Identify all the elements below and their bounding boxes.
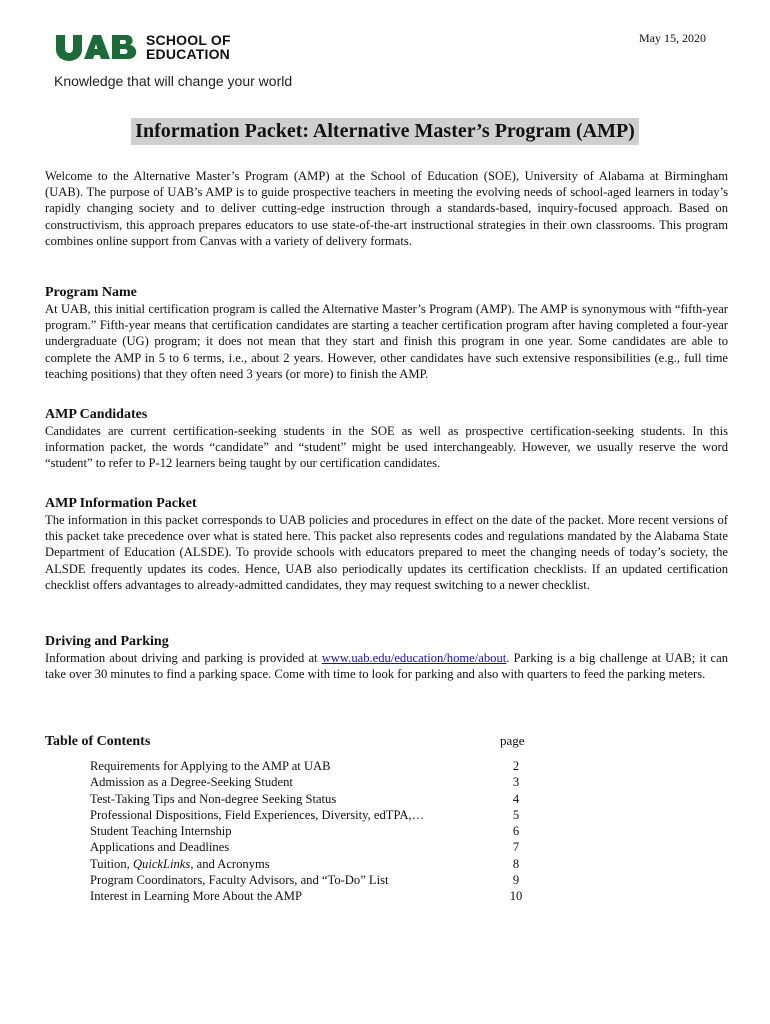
toc-item [90, 888, 523, 904]
document-title: Information Packet: Alternative Master’s Program (AMP) [131, 118, 639, 145]
toc-item-label: Applications and Deadlines [90, 840, 230, 855]
toc-item [90, 823, 520, 839]
document-date: May 15, 2020 [639, 31, 706, 45]
uab-about-link[interactable]: www.uab.edu/education/home/about [321, 651, 507, 665]
toc-item [90, 758, 520, 774]
toc-item-page: 8 [512, 856, 520, 871]
logo-line-1: SCHOOL OF [146, 32, 231, 48]
logo-tagline: Knowledge that will change your world [54, 73, 293, 89]
toc-item-page: 3 [512, 775, 520, 790]
toc-item-label: Student Teaching Internship [90, 824, 232, 839]
toc-heading: Table of Contents [45, 734, 151, 749]
section-heading: Driving and Parking [45, 634, 169, 649]
toc-item-label: Admission as a Degree-Seeking Student [90, 775, 293, 790]
uab-soe-logo [54, 33, 292, 89]
toc-item-label: Professional Dispositions, Field Experiences, Diversity, edTPA,… [90, 807, 425, 822]
toc-item [90, 856, 520, 872]
toc-item-label: Interest in Learning More About the AMP [90, 889, 302, 904]
parking-text-before: Information about driving and parking is provided at [45, 651, 322, 665]
table-of-contents [90, 758, 523, 905]
section-program-name [45, 284, 728, 382]
section-body: At UAB, this initial certification program is called the Alternative Master’s Program (AMP). The AMP is synonymous with “fifth-year program.” Fifth-year means that certification candidates are starting a teacher certification program after having completed a four-year undergraduate (UG) program; it does not mean that they start and finish this program in one year. Some candidates are able to complete the AMP in 5 to 6 terms, i.e., about 2 years. However, other candidates have such extensive responsibilities (e.g., full time teaching positions) that they often need 3 years (or more) to finish the AMP. [45, 302, 728, 381]
section-amp-candidates [45, 406, 728, 472]
toc-item-page: 7 [512, 840, 520, 855]
toc-header [45, 732, 728, 750]
toc-item-page: 5 [512, 807, 520, 822]
section-body [45, 650, 728, 682]
toc-item-page: 2 [512, 759, 520, 773]
toc-item-label: Program Coordinators, Faculty Advisors, and “To-Do” List [90, 873, 389, 888]
section-driving-and-parking [45, 633, 728, 682]
section-heading: AMP Information Packet [45, 496, 197, 511]
toc-item [90, 807, 520, 823]
toc-item-page: 4 [512, 791, 520, 806]
section-heading: Program Name [45, 285, 137, 300]
toc-item-page: 9 [512, 873, 520, 888]
toc-item-label-rest: , and Acronyms [190, 856, 270, 871]
logo-school-name [146, 33, 231, 61]
section-heading: AMP Candidates [45, 407, 148, 422]
toc-item [90, 872, 520, 888]
toc-item-label: Requirements for Applying to the AMP at UAB [90, 759, 331, 773]
logo-line-2: EDUCATION [146, 46, 230, 62]
toc-item [90, 774, 520, 790]
toc-item [90, 839, 520, 855]
toc-item [90, 791, 520, 807]
toc-item-label: Test-Taking Tips and Non-degree Seeking Status [90, 791, 337, 806]
section-body: The information in this packet corresponds to UAB policies and procedures in effect on the date of the packet. More recent versions of this packet take precedence over what is stated here. This packet also represents codes and regulations mandated by the Alabama State Department of Education (ALSDE). To provide schools with educators prepared to meet the changing needs of today’s society, the ALSDE frequently updates its codes. Hence, UAB also periodically updates its certification checklists. If an updated certification checklist offers advantages to already-admitted candidates, they may request switching to a newer checklist. [45, 513, 728, 592]
section-amp-information-packet [45, 495, 728, 593]
uab-logo-mark [54, 33, 142, 61]
parking-text-after: . Parking is a big challenge at UAB; it can take over 30 minutes to find a parking space. Come with time to look for parking and also with quarters to feed the parking meters. [45, 651, 728, 682]
toc-item-label-italic: QuickLinks [132, 856, 191, 871]
toc-item-label: Tuition, [90, 856, 133, 871]
section-body: Candidates are current certification-seeking students in the SOE as well as prospective certification-seeking students. In this information packet, the words “candidate” and “student” might be used interchangeably. However, we usually reserve the word “student” to refer to P-12 learners being taught by our certification candidates. [45, 424, 728, 471]
toc-page-label: page [500, 733, 525, 748]
toc-item-page: 6 [512, 824, 520, 839]
intro-paragraph: Welcome to the Alternative Master’s Program (AMP) at the School of Education (SOE), University of Alabama at Birmingham (UAB). The purpose of UAB’s AMP is to guide prospective teachers in meeting the evolving needs of school-aged learners in today’s rapidly changing society and to deliver cutting-edge instruction through a standards-based, inquiry-focused approach. Based on constructivism, this approach prepares educators to use state-of-the-art instructional strategies in their own classrooms. This program combines online support from Canvas with a variety of delivery formats. [45, 169, 728, 248]
toc-item-page: 10 [509, 889, 523, 904]
